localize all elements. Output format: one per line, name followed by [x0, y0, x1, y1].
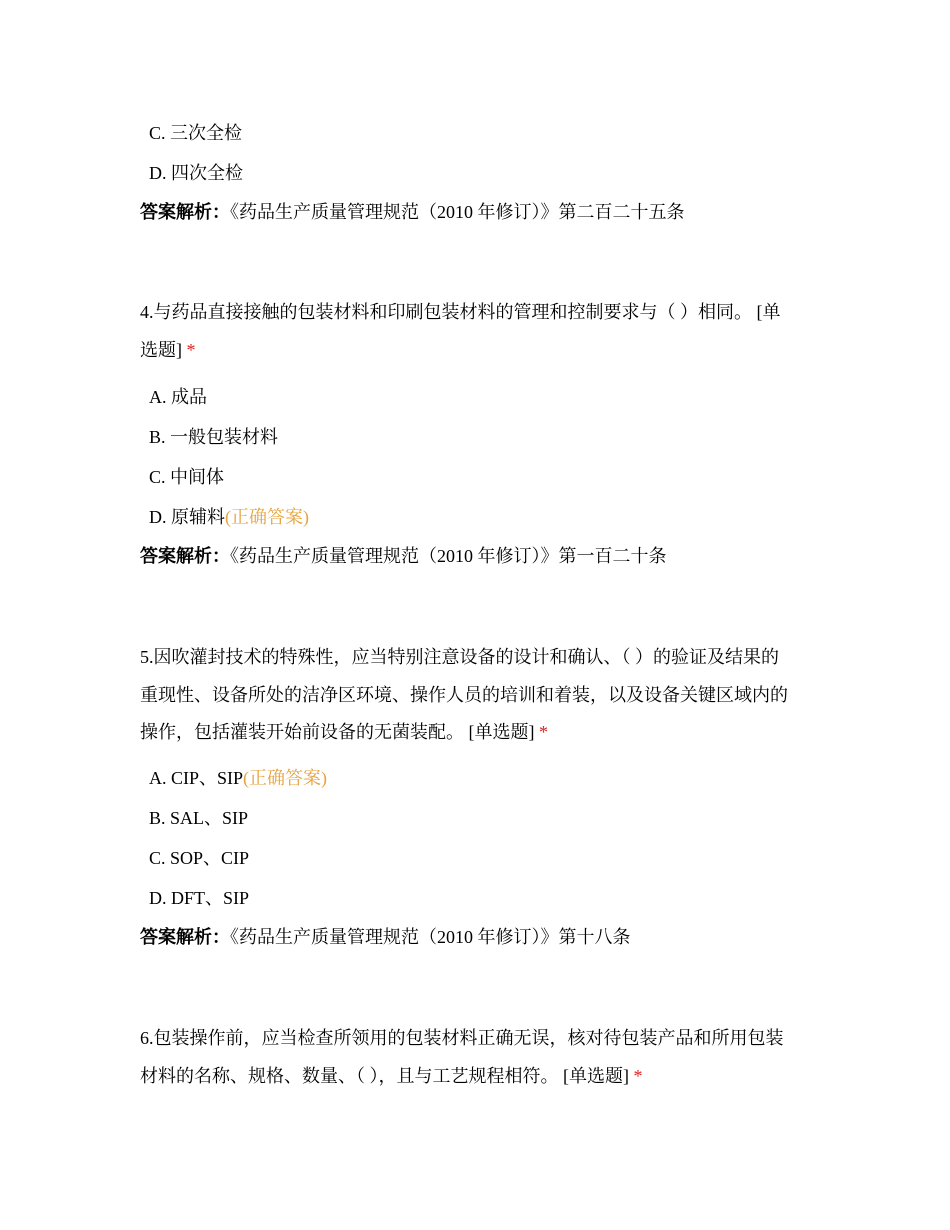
q3-analysis: [140, 200, 685, 224]
q4-option-d-text: D. 原辅料: [149, 507, 225, 527]
analysis-label: 答案解析：: [140, 546, 230, 566]
q4-option-b: B. 一般包装材料: [149, 427, 279, 447]
q4-analysis: [140, 544, 667, 568]
q4-option-c: C. 中间体: [149, 467, 225, 487]
q3-option-d: D. 四次全检: [149, 163, 243, 183]
analysis-label: 答案解析：: [140, 202, 230, 222]
q5-stem-line1: 5.因吹灌封技术的特殊性，应当特别注意设备的设计和确认、（ ）的验证及结果的: [140, 647, 779, 667]
q5-stem-line2: 重现性、设备所处的洁净区环境、操作人员的培训和着装，以及设备关键区域内的: [140, 685, 788, 705]
q4-stem-line1: 4.与药品直接接触的包装材料和印刷包装材料的管理和控制要求与（ ）相同。 [单: [140, 302, 781, 322]
q4-option-a: A. 成品: [149, 387, 207, 407]
q5-option-a-text: A. CIP、SIP: [149, 768, 244, 788]
q5-option-d: D. DFT、SIP: [149, 888, 250, 908]
q6-stem-line1: 6.包装操作前，应当检查所领用的包装材料正确无误，核对待包装产品和所用包装: [140, 1028, 784, 1048]
analysis-label: 答案解析：: [140, 927, 230, 947]
q6-stem-line2: [140, 1064, 643, 1088]
q5-option-b: B. SAL、SIP: [149, 808, 249, 828]
q4-analysis-text: 《药品生产质量管理规范（2010 年修订）》第一百二十条: [230, 546, 667, 566]
required-star: *: [633, 1066, 643, 1086]
q6-stem-text: 材料的名称、规格、数量、（ ），且与工艺规程相符。 [单选题]: [140, 1066, 629, 1086]
q3-option-c: C. 三次全检: [149, 123, 243, 143]
required-star: *: [539, 722, 548, 742]
q5-stem-line3: [140, 720, 548, 744]
q4-stem-text: 选题]: [140, 340, 182, 360]
correct-answer-tag: (正确答案): [243, 768, 328, 788]
q5-analysis: [140, 925, 631, 949]
required-star: *: [186, 340, 196, 360]
q4-option-d: [149, 505, 309, 529]
q5-option-a: [149, 766, 327, 790]
correct-answer-tag: (正确答案): [225, 507, 309, 527]
q4-stem-line2: [140, 338, 196, 362]
q3-analysis-text: 《药品生产质量管理规范（2010 年修订）》第二百二十五条: [230, 202, 685, 222]
q5-option-c: C. SOP、CIP: [149, 848, 250, 868]
q5-stem-text: 操作，包括灌装开始前设备的无菌装配。 [单选题]: [140, 722, 535, 742]
q5-analysis-text: 《药品生产质量管理规范（2010 年修订）》第十八条: [230, 927, 631, 947]
